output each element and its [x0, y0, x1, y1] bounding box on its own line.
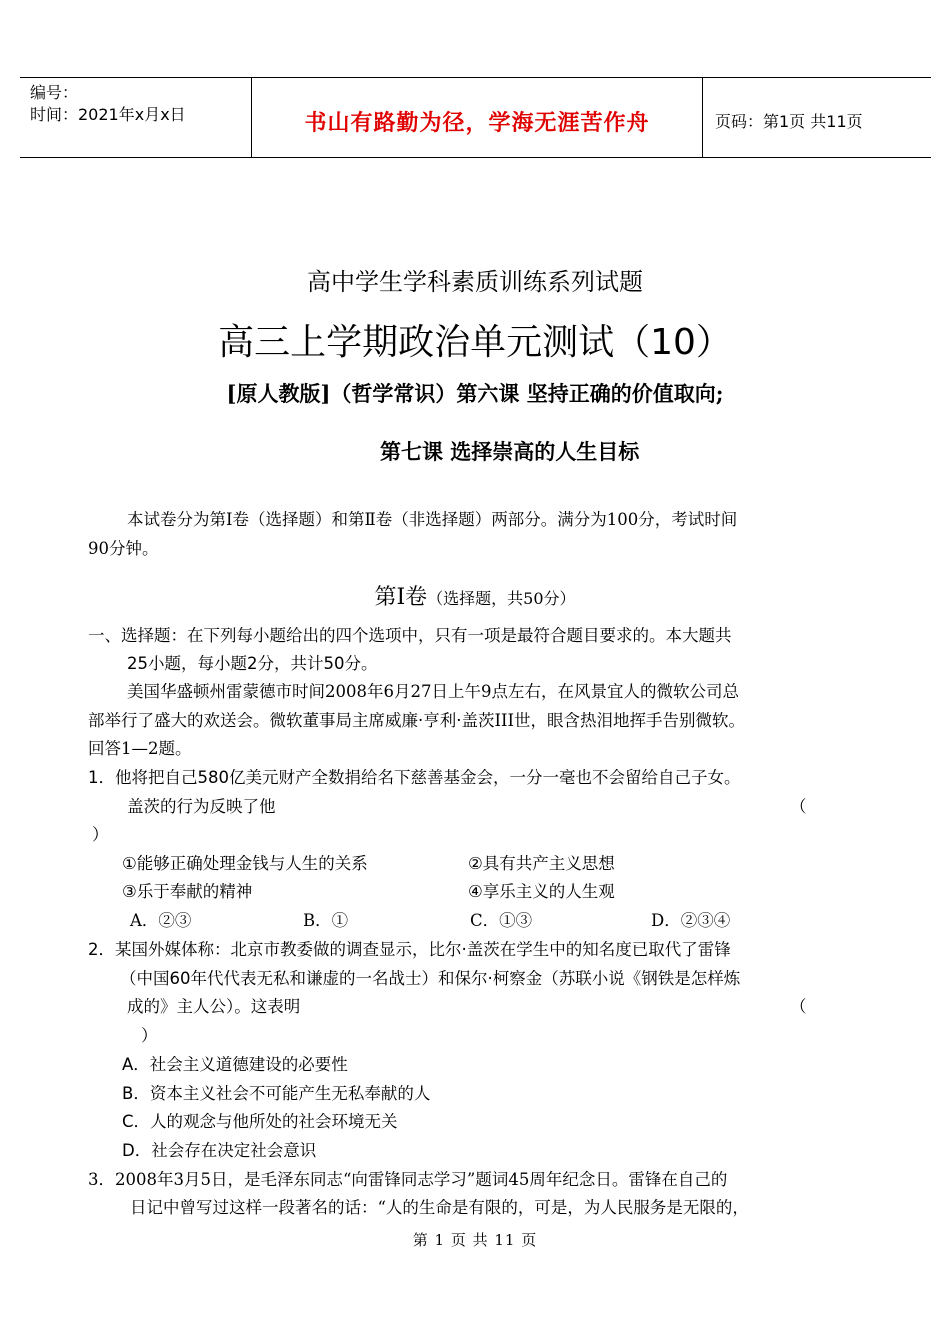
q3-stem-line-1: 3．2008年3月5日，是毛泽东同志“向雷锋同志学习”题词45周年纪念日。雷锋在自己的: [88, 1170, 728, 1189]
page-title: 高三上学期政治单元测试（10）: [218, 322, 732, 363]
intro-line-2: 90分钟。: [88, 539, 159, 558]
page-footer: 第 1 页 共 11 页: [412, 1231, 538, 1249]
q3-stem-line-2: 日记中曾写过这样一段著名的话：“人的生命是有限的，可是，为人民服务是无限的，: [130, 1198, 749, 1217]
q1-option-c: C．①③: [470, 911, 533, 930]
q1-statement-4: ④享乐主义的人生观: [468, 882, 615, 901]
material-line-1: 美国华盛顿州雷蒙德市时间2008年6月27日上午9点左右，在风景宜人的微软公司总: [127, 682, 739, 701]
q2-stem-line-1: 2．某国外媒体称：北京市教委做的调查显示，比尔·盖茨在学生中的知名度已取代了雷锋: [88, 940, 731, 959]
q1-statement-3: ③乐于奉献的精神: [122, 882, 253, 901]
header-motto-cell: [252, 78, 703, 157]
q2-stem-line-3: 成的》主人公）。这表明: [127, 997, 301, 1016]
section-title-main: 第Ⅰ卷: [374, 585, 428, 610]
part1-instruction-line-2: 25小题，每小题2分，共计50分。: [127, 654, 378, 673]
q1-answer-paren-close: ）: [92, 825, 109, 844]
q2-stem-line-2: （中国60年代代表无私和谦虚的一名战士）和保尔·柯察金（苏联小说《钢铁是怎样炼: [120, 969, 741, 988]
header-page-cell: [703, 78, 931, 157]
header-meta-cell: [20, 78, 252, 157]
q2-answer-paren-open: （: [790, 997, 807, 1016]
section-title: [0, 580, 950, 611]
subtitle-line-2: 第七课 选择崇高的人生目标: [380, 439, 640, 464]
q1-answer-paren-open: （: [790, 797, 807, 816]
q2-option-c: C．人的观念与他所处的社会环境无关: [122, 1112, 398, 1131]
material-line-3: 回答1—2题。: [88, 739, 192, 758]
q2-option-a: A．社会主义道德建设的必要性: [122, 1055, 348, 1074]
q2-answer-paren-close: ）: [141, 1026, 158, 1045]
intro-line-1: 本试卷分为第Ⅰ卷（选择题）和第Ⅱ卷（非选择题）两部分。满分为100分，考试时间: [127, 510, 738, 529]
part1-instruction-line-1: 一、选择题：在下列每小题给出的四个选项中，只有一项是最符合题目要求的。本大题共: [88, 626, 732, 645]
q1-option-a: A．②③: [130, 911, 192, 930]
subtitle-line-1: [原人教版]（哲学常识）第六课 坚持正确的价值取向;: [226, 381, 724, 406]
q2-option-b: B．资本主义社会不可能产生无私奉献的人: [122, 1084, 431, 1103]
time-label: 时间：2021年x月x日: [30, 105, 186, 124]
q1-option-d: D．②③④: [651, 911, 731, 930]
q1-statement-1: ①能够正确处理金钱与人生的关系: [122, 854, 368, 873]
header-table: [20, 77, 931, 158]
q1-stem-line-1: 1．他将把自己580亿美元财产全数捐给名下慈善基金会，一分一毫也不会留给自己子女。: [88, 768, 741, 787]
number-label: 编号：: [30, 83, 79, 102]
material-line-2: 部举行了盛大的欢送会。微软董事局主席威廉·亨利·盖茨III世，眼含热泪地挥手告别微软。: [88, 711, 746, 730]
q1-option-b: B．①: [303, 911, 349, 930]
motto-text: 书山有路勤为径，学海无涯苦作舟: [304, 111, 650, 136]
series-title: 高中学生学科素质训练系列试题: [307, 268, 643, 296]
section-title-note: （选择题，共50分）: [427, 589, 576, 608]
q2-option-d: D．社会存在决定社会意识: [122, 1141, 317, 1160]
q1-stem-line-2: 盖茨的行为反映了他: [127, 797, 276, 816]
q1-statement-2: ②具有共产主义思想: [468, 854, 615, 873]
page-info: 页码：第1页 共11页: [715, 112, 863, 131]
